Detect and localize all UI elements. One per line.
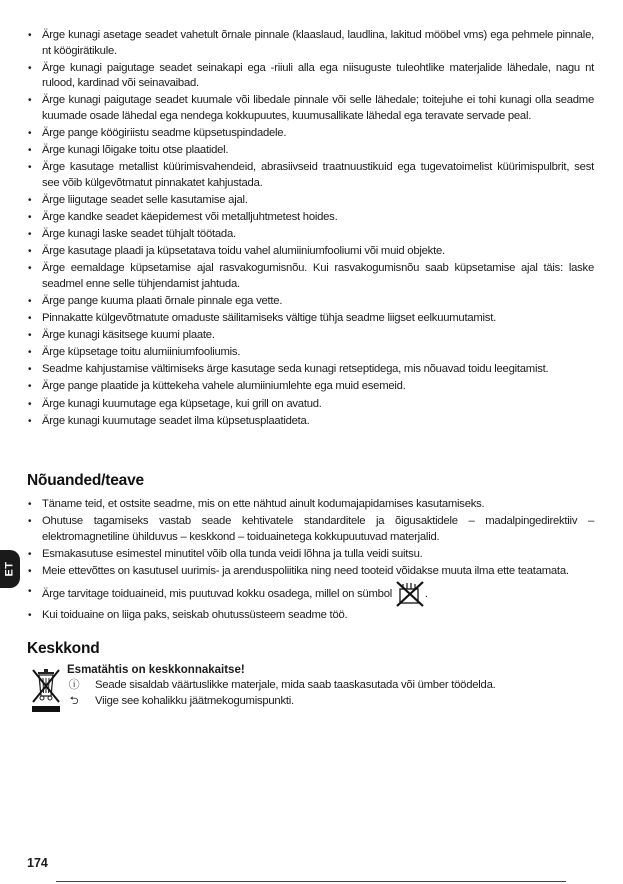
- list-item: [27, 547, 594, 563]
- list-item-text: Ärge pange plaatide ja küttekeha vahele alumiiniumlehte ega muid esemeid.: [42, 380, 406, 393]
- list-item-text: Ärge kunagi laske seadet tühjalt töötada.: [42, 228, 236, 241]
- info-icon: ⓘ: [68, 679, 80, 691]
- environment-title: Esmatähtis on keskkonnakaitse!: [67, 664, 245, 676]
- list-item: [27, 244, 594, 260]
- list-item: [27, 61, 594, 92]
- environment-row: [67, 693, 594, 709]
- list-item-text: Täname teid, et ostsite seadme, mis on ette nähtud ainult kodumajapidamises kasutamiseks.: [42, 498, 485, 510]
- list-item-text: Ärge kunagi käsitsege kuumi plaate.: [42, 329, 215, 342]
- advice-heading: Nõuanded/teave: [27, 472, 144, 489]
- list-item: [27, 126, 594, 142]
- list-item-text: Ärge kunagi kuumutage seadet ilma küpsetusplaatideta.: [42, 414, 310, 427]
- environment-heading: Keskkond: [27, 640, 100, 657]
- list-item: [27, 397, 594, 413]
- list-item: [27, 379, 594, 395]
- list-item-text: Ärge liigutage seadet selle kasutamise ajal.: [42, 193, 248, 206]
- list-item-text: Ärge kunagi paigutage seadet seinakapi ega -riiuli alla ega niisuguste tuleohtlike materjalide lähedale, nagu nt rulood, kardinad või seinavaibad.: [42, 61, 594, 90]
- list-item-text: Ärge küpsetage toitu alumiiniumfooliumis.: [42, 346, 241, 359]
- list-item-text: Ärge kandke seadet käepidemest või metalljuhtmetest hoides.: [42, 211, 338, 224]
- list-item: [27, 581, 594, 607]
- list-item: [27, 328, 594, 344]
- list-item: [27, 414, 594, 430]
- safety-list: [27, 28, 594, 429]
- environment-section: [27, 640, 594, 724]
- list-item: [27, 28, 594, 59]
- list-item-text: Ärge pange kuuma plaati õrnale pinnale ega vette.: [42, 295, 283, 307]
- list-item: [27, 193, 594, 209]
- weee-bin-icon: [29, 666, 63, 721]
- list-item-text: Pinnakatte külgevõtmatute omaduste säilitamiseks vältige tühja seadme liigset eelkuumutamist.: [42, 312, 496, 325]
- list-item: [27, 311, 594, 327]
- list-item: [27, 227, 594, 243]
- list-item-text: Ärge kunagi asetage seadet vahetult õrnale pinnale (klaaslaud, laudlina, lakitud mööbel vms) ega pehmele pinnale, nt köögirätikule.: [42, 29, 594, 57]
- list-item-text: Esmakasutuse esimestel minutitel võib olla tunda veidi lõhna ja tulla veidi suitsu.: [42, 547, 423, 560]
- safety-section: [27, 28, 594, 431]
- list-item-text: Seadme kahjustamise vältimiseks ärge kasutage seda kunagi retseptidega, mis nõuavad toidu leegitamist.: [42, 363, 549, 376]
- list-item: [27, 294, 594, 310]
- list-item: [27, 93, 594, 124]
- advice-section: [27, 472, 594, 626]
- list-item: [27, 261, 594, 292]
- thickness-warning-text: Kui toiduaine on liiga paks, seiskab ohutussüsteem seadme töö.: [42, 609, 348, 622]
- environment-content: [67, 664, 594, 709]
- list-item: [27, 345, 594, 361]
- no-dishwasher-icon: [395, 581, 425, 607]
- list-item: [27, 608, 594, 624]
- list-item: [27, 362, 594, 378]
- environment-block: [27, 664, 594, 724]
- environment-rows: [67, 677, 594, 709]
- language-tab: [0, 550, 20, 588]
- environment-row-text: Viige see kohalikku jäätmekogumispunkti.: [95, 695, 294, 707]
- list-item-text: Ärge kasutage plaadi ja küpsetatava toidu vahel alumiiniumfooliumi või muid objekte.: [42, 245, 445, 258]
- list-item-text: Ärge kasutage metallist küürimisvahendeid, abrasiivseid traatnuustikuid ega tugevatoimelist küürimispulbrit, sest see võib külgevõtmatut pinnakatet kahjustada.: [42, 161, 594, 189]
- list-item: [27, 143, 594, 159]
- list-item-text: Ärge eemaldage küpsetamise ajal rasvakogumisnõu. Kui rasvakogumisnõu saab küpsetamise ajal täis: laske seadmel enne selle tühjendamist jahtuda.: [42, 262, 594, 290]
- environment-row: [67, 677, 594, 693]
- page-number: 174: [27, 856, 48, 870]
- list-item: [27, 514, 594, 545]
- list-item-text: Ärge kunagi kuumutage ega küpsetage, kui grill on avatud.: [42, 397, 322, 410]
- list-item: [27, 210, 594, 226]
- recycle-arrow-icon: ⮌: [69, 695, 79, 707]
- environment-row-text: Seade sisaldab väärtuslikke materjale, mida saab taaskasutada või ümber töödelda.: [95, 679, 496, 691]
- list-item-text: Ohutuse tagamiseks vastab seade kehtivatele standarditele ja õigusaktidele – madalpingedirektiiv – elektromagnetiline ühilduvus – keskkond – toiduainetega kokkupuutuvad materjalid.: [42, 515, 594, 543]
- footer-divider: [56, 881, 566, 882]
- dishwasher-warning-suffix: .: [424, 587, 428, 600]
- advice-list: [27, 497, 594, 579]
- list-item-text: Ärge kunagi lõigake toitu otse plaatidel.: [42, 144, 229, 157]
- advice-list-tail: [27, 581, 594, 624]
- list-item: [27, 160, 594, 191]
- list-item: [27, 564, 594, 580]
- list-item-text: Meie ettevõttes on kasutusel uurimis- ja arenduspoliitika ning need tooteid võidakse muuta ilma ette teatamata.: [42, 564, 569, 577]
- dishwasher-warning-text: Ärge tarvitage toiduaineid, mis puutuvad kokku osadega, millel on sümbol: [42, 587, 392, 600]
- list-item-text: Ärge kunagi paigutage seadet kuumale või libedale pinnale või selle lähedale; toitejuhe ei tohi kunagi olla seadme kuumade osade lähedal ega nendega kokkupuutes, kuumusallikate lähedal ega teravate servade peal.: [42, 94, 594, 122]
- list-item-text: Ärge pange köögiriistu seadme küpsetuspindadele.: [42, 127, 287, 140]
- list-item: [27, 497, 594, 513]
- language-tab-label: ET: [4, 561, 16, 577]
